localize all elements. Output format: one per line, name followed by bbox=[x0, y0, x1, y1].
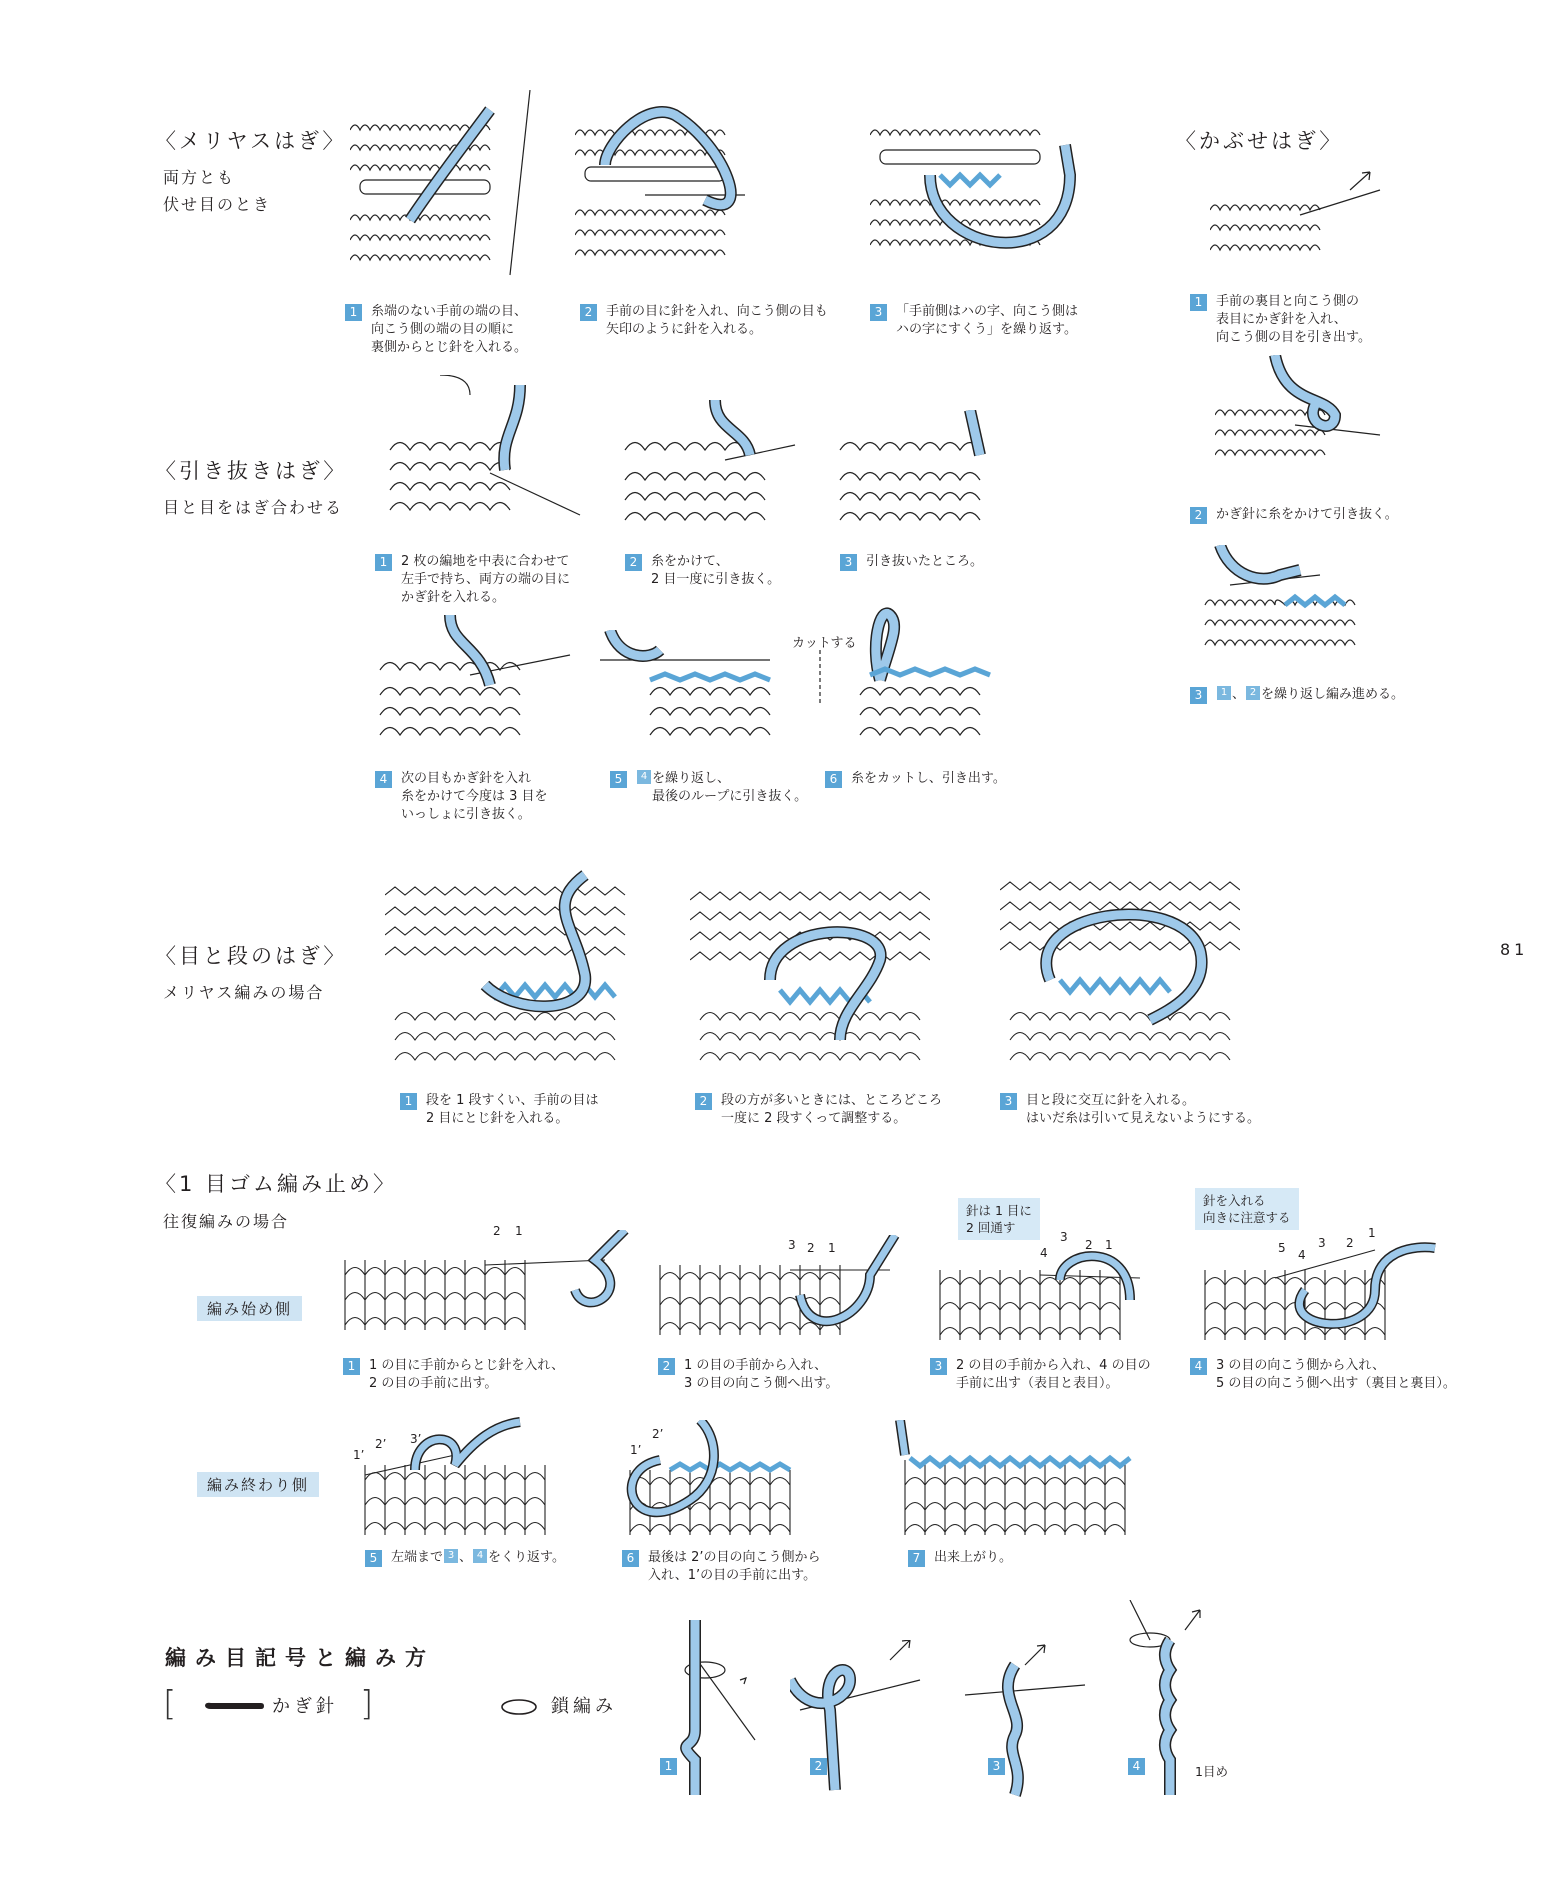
gomu-label-f-2: 2’ bbox=[652, 1427, 664, 1441]
metodan-illustration-3 bbox=[1000, 870, 1240, 1070]
gomu-illustration-5 bbox=[355, 1410, 565, 1540]
gomu-step-3: 3 2 の目の手前から入れ、4 の目の 手前に出す（表目と表目）。 bbox=[930, 1357, 1151, 1393]
gomu-label-c-2: 2 bbox=[1085, 1238, 1093, 1252]
kigou-step-2: 2 bbox=[810, 1757, 836, 1775]
meriyasu-illustration-3 bbox=[870, 115, 1080, 295]
tag-end-side: 編み終わり側 bbox=[197, 1472, 319, 1497]
gomu-step-2: 2 1 の目の手前から入れ、 3 の目の向こう側へ出す。 bbox=[658, 1357, 838, 1393]
section-title-hikinuki: 〈引き抜きはぎ〉 bbox=[155, 459, 348, 483]
gomu-illustration-6 bbox=[610, 1420, 810, 1540]
section-title-kabuse: 〈かぶせはぎ〉 bbox=[1175, 129, 1344, 153]
kabuse-illustration-1 bbox=[1210, 170, 1390, 280]
meriyasu-step-2: 2 手前の目に針を入れ、向こう側の目も 矢印のように針を入れる。 bbox=[580, 303, 828, 339]
gomu-step-1: 1 1 の目に手前からとじ針を入れ、 2 の目の手前に出す。 bbox=[343, 1357, 564, 1393]
balloon-twice: 針は 1 目に 2 回通す bbox=[958, 1198, 1040, 1240]
kabuse-step-1: 1 手前の裏目と向こう側の 表目にかぎ針を入れ、 向こう側の目を引き出す。 bbox=[1190, 293, 1371, 347]
first-stitch-label: 1目め bbox=[1195, 1764, 1228, 1779]
section-title-metodan: 〈目と段のはぎ〉 bbox=[155, 944, 348, 968]
bracket-open: [ bbox=[163, 1684, 177, 1724]
hikinuki-step-5: 5 4 を繰り返し、 最後のループに引き抜く。 bbox=[610, 770, 807, 806]
gomu-step-5: 5 左端まで 3 、 4 をくり返す。 bbox=[365, 1549, 565, 1567]
kabuse-illustration-2 bbox=[1215, 355, 1385, 495]
hook-label: かぎ針 bbox=[272, 1696, 338, 1717]
kigou-step-3: 3 bbox=[988, 1757, 1014, 1775]
gomu-label-b-3: 3 bbox=[788, 1238, 796, 1252]
section-title-gomu: 〈1 目ゴム編み止め〉 bbox=[155, 1172, 398, 1196]
hikinuki-step-1: 1 2 枚の編地を中表に合わせて 左手で持ち、両方の端の目に かぎ針を入れる。 bbox=[375, 553, 570, 607]
chain-stitch-symbol-icon bbox=[500, 1698, 538, 1716]
meriyasu-illustration-2 bbox=[575, 105, 765, 290]
gomu-illustration-1 bbox=[335, 1230, 645, 1345]
gomu-label-b-2: 2 bbox=[807, 1241, 815, 1255]
gomu-illustration-7 bbox=[885, 1420, 1155, 1540]
gomu-label-d-5: 5 bbox=[1278, 1241, 1286, 1255]
hikinuki-step-6: 6 糸をカットし、引き出す。 bbox=[825, 770, 1006, 788]
gomu-illustration-2 bbox=[650, 1235, 910, 1345]
tag-start-side: 編み始め側 bbox=[197, 1296, 302, 1321]
gomu-label-a-1: 1 bbox=[515, 1224, 523, 1238]
metodan-illustration-2 bbox=[690, 880, 930, 1070]
hikinuki-illustration-5 bbox=[600, 630, 780, 765]
gomu-label-c-1: 1 bbox=[1105, 1238, 1113, 1252]
meriyasu-step-3: 3 「手前側はハの字、向こう側は ハの字にすくう」を繰り返す。 bbox=[870, 303, 1078, 339]
gomu-label-e-1: 1’ bbox=[353, 1448, 365, 1462]
gomu-step-4: 4 3 の目の向こう側から入れ、 5 の目の向こう側へ出す（裏目と裏目）。 bbox=[1190, 1357, 1456, 1393]
kabuse-step-2: 2 かぎ針に糸をかけて引き抜く。 bbox=[1190, 506, 1398, 524]
gomu-label-e-3: 3’ bbox=[410, 1432, 422, 1446]
kabuse-step-3: 3 1 、 2 を繰り返し編み進める。 bbox=[1190, 686, 1404, 704]
gomu-label-c-3: 3 bbox=[1060, 1230, 1068, 1244]
metodan-illustration-1 bbox=[385, 865, 630, 1070]
crochet-hook-icon bbox=[203, 1698, 265, 1712]
chain-illustration-3 bbox=[955, 1625, 1095, 1800]
gomu-label-f-1: 1’ bbox=[630, 1443, 642, 1457]
section-subtitle-hikinuki: 目と目をはぎ合わせる bbox=[163, 498, 344, 517]
cut-label: カットする bbox=[792, 636, 857, 651]
hikinuki-illustration-1 bbox=[380, 375, 590, 540]
gomu-label-c-4: 4 bbox=[1040, 1246, 1048, 1260]
section-subtitle-metodan: メリヤス編みの場合 bbox=[163, 983, 325, 1002]
gomu-label-b-1: 1 bbox=[828, 1241, 836, 1255]
hikinuki-illustration-6 bbox=[810, 605, 1010, 765]
metodan-step-1: 1 段を 1 段すくい、手前の目は 2 目にとじ針を入れる。 bbox=[400, 1092, 599, 1128]
gomu-label-d-1: 1 bbox=[1368, 1226, 1376, 1240]
gomu-label-d-2: 2 bbox=[1346, 1236, 1354, 1250]
metodan-step-2: 2 段の方が多いときには、ところどころ 一度に 2 段すくって調整する。 bbox=[695, 1092, 942, 1128]
hikinuki-illustration-2 bbox=[615, 400, 815, 545]
meriyasu-illustration-1 bbox=[350, 90, 540, 290]
kigou-step-1: 1 bbox=[660, 1757, 686, 1775]
section-subtitle-gomu: 往復編みの場合 bbox=[163, 1212, 290, 1231]
section-subtitle-meriyasu: 両方とも 伏せ目のとき bbox=[163, 168, 272, 214]
balloon-direction: 針を入れる 向きに注意する bbox=[1195, 1188, 1299, 1230]
section-title-meriyasu: 〈メリヤスはぎ〉 bbox=[155, 129, 347, 153]
metodan-step-3: 3 目と段に交互に針を入れる。 はいだ糸は引いて見えないようにする。 bbox=[1000, 1092, 1260, 1128]
gomu-label-d-4: 4 bbox=[1298, 1248, 1306, 1262]
bracket-close: ] bbox=[360, 1684, 374, 1724]
section-title-kigou: 編み目記号と編み方 bbox=[165, 1646, 435, 1670]
hikinuki-illustration-3 bbox=[830, 410, 1030, 545]
gomu-step-7: 7 出来上がり。 bbox=[908, 1549, 1012, 1567]
hikinuki-illustration-4 bbox=[370, 615, 580, 765]
kabuse-illustration-3 bbox=[1190, 545, 1390, 675]
chain-illustration-2 bbox=[790, 1640, 930, 1800]
gomu-label-e-2: 2’ bbox=[375, 1437, 387, 1451]
gomu-label-d-3: 3 bbox=[1318, 1236, 1326, 1250]
hikinuki-step-2: 2 糸をかけて、 2 目一度に引き抜く。 bbox=[625, 553, 780, 589]
gomu-step-6: 6 最後は 2’の目の向こう側から 入れ、1’の目の手前に出す。 bbox=[622, 1549, 821, 1585]
hikinuki-step-4: 4 次の目もかぎ針を入れ 糸をかけて今度は 3 目を いっしょに引き抜く。 bbox=[375, 770, 548, 824]
hikinuki-step-3: 3 引き抜いたところ。 bbox=[840, 553, 983, 571]
gomu-label-a-2: 2 bbox=[493, 1224, 501, 1238]
kigou-step-4: 4 bbox=[1128, 1757, 1154, 1775]
page-number: 81 bbox=[1500, 940, 1529, 959]
meriyasu-step-1: 1 糸端のない手前の端の目、 向こう側の端の目の順に 裏側からとじ針を入れる。 bbox=[345, 303, 527, 357]
chain-label: 鎖編み bbox=[551, 1696, 617, 1717]
